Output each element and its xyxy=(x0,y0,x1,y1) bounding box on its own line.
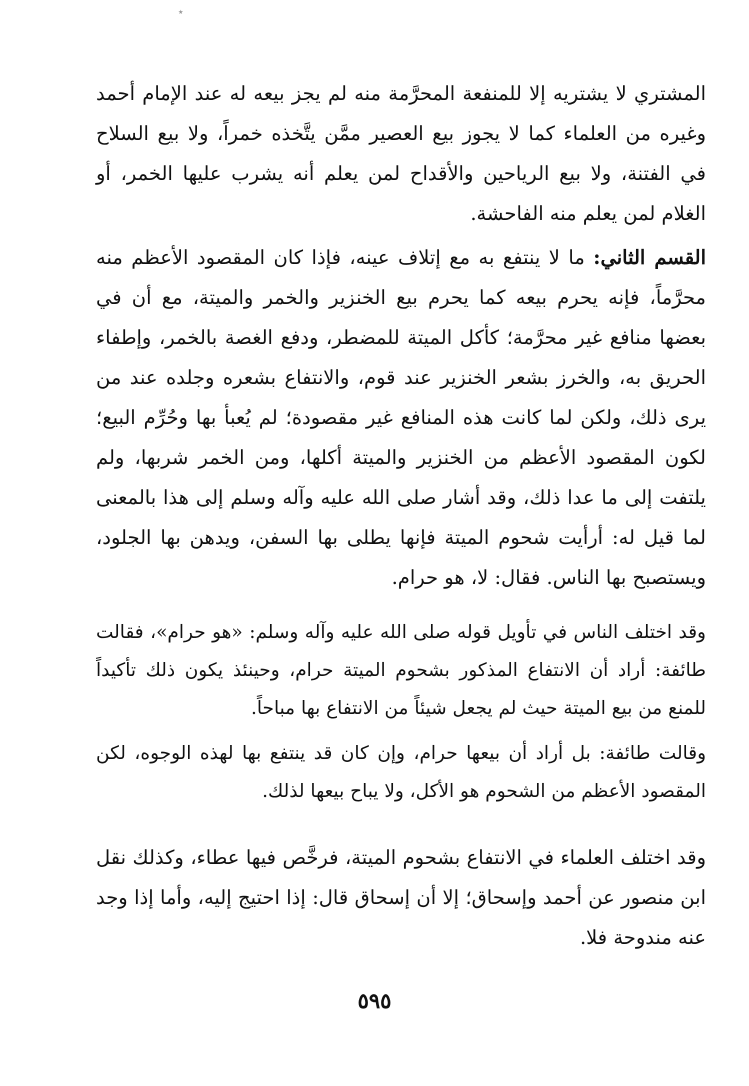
paragraph-4: وقالت طائفة: بل أراد أن بيعها حرام، وإن كان قد ينتفع بها لهذه الوجوه، لكن المقصود الأعظم من الشحوم هو الأكل، ولا يباح بيعها لذلك. xyxy=(96,743,706,802)
paragraph-2 xyxy=(96,238,706,598)
paragraph-1: المشتري لا يشتريه إلا للمنفعة المحرَّمة منه لم يجز بيعه له عند الإمام أحمد وغيره من العلماء كما لا يجوز بيع العصير ممَّن يتَّخذه خمراً، ولا بيع السلاح في الفتنة، ولا بيع الرياحين والأقداح لمن يعلم أنه يشرب عليها الخمر، أو الغلام لمن يعلم منه الفاحشة. xyxy=(96,82,706,225)
corner-mark: ٭ xyxy=(178,7,184,18)
paragraph-2-body: ما لا ينتفع به مع إتلاف عينه، فإذا كان المقصود الأعظم منه محرَّماً، فإنه يحرم بيعه كما يحرم بيع الخنزير والخمر والميتة، مع أن في بعضها منافع غير محرَّمة؛ كأكل الميتة للمضطر، ودفع الغصة بالخمر، وإطفاء الحريق به، والخرز بشعر الخنزير عند قوم، والانتفاع بشعره وجلده عند من يرى ذلك، ولكن لما كانت هذه المنافع غير مقصودة؛ لم يُعبأ بها وحُرِّم البيع؛ لكون المقصود الأعظم من الخنزير والميتة أكلها، ومن الخمر شربها، ولم يلتفت إلى ما عدا ذلك، وقد أشار صلى الله عليه وآله وسلم إلى هذا بالمعنى لما قيل له: أرأيت شحوم الميتة فإنها يطلى بها السفن، ويدهن بها الجلود، ويستصبح بها الناس. فقال: لا، هو حرام. xyxy=(96,246,706,589)
page-number: ٥٩٥ xyxy=(357,988,392,1013)
section-heading-second-part: القسم الثاني: xyxy=(593,246,706,269)
paragraph-3: وقد اختلف الناس في تأويل قوله صلى الله عليه وآله وسلم: «هو حرام»، فقالت طائفة: أراد أن الانتفاع المذكور بشحوم الميتة حرام، وحينئذ يكون ذلك تأكيداً للمنع من بيع الميتة حيث لم يجعل شيئاً من الانتفاع بها مباحاً. xyxy=(96,622,706,719)
paragraph-5: وقد اختلف العلماء في الانتفاع بشحوم الميتة، فرخَّص فيها عطاء، وكذلك نقل ابن منصور عن أحمد وإسحاق؛ إلا أن إسحاق قال: إذا احتيج إليه، وأما إذا وجد عنه مندوحة فلا. xyxy=(96,846,706,949)
